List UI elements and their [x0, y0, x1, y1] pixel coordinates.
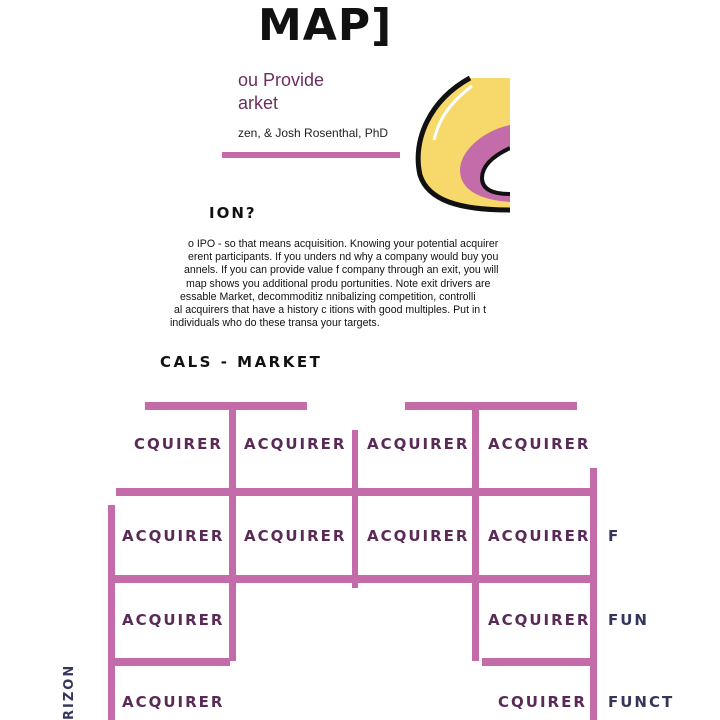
- grid-top-border: [405, 402, 577, 410]
- acquirer-cell: ACQUIRER: [488, 611, 591, 629]
- acquirer-cell: ACQUIRER: [488, 435, 591, 453]
- authors: zen, & Josh Rosenthal, PhD: [238, 126, 389, 140]
- grid-divider: [472, 410, 479, 492]
- intro-line: individuals who do these transa your targets.: [170, 317, 380, 330]
- grid-divider: [229, 410, 236, 492]
- accent-divider: [222, 152, 400, 158]
- grid-top-border: [145, 402, 307, 410]
- intro-line: essable Market, decommoditiz nnibalizing competition, controlli: [180, 290, 476, 303]
- acquirer-cell: ACQUIRER: [367, 435, 470, 453]
- intro-line: al acquirers that have a history c itions with good multiples. Put in t: [174, 304, 487, 317]
- acquirer-cell: CQUIRER: [134, 435, 223, 453]
- acquirer-cell: ACQUIRER: [122, 693, 225, 711]
- grid-right-border: [590, 468, 597, 720]
- vertical-axis-label-text: RIZON: [62, 663, 77, 720]
- acquirer-cell: ACQUIRER: [122, 611, 225, 629]
- grid-row-border: [116, 488, 596, 496]
- grid-row-border: [108, 575, 596, 583]
- function-label: FUNCT: [608, 693, 675, 711]
- grid-divider: [229, 583, 236, 661]
- subtitle-line-1: ou Provide: [238, 70, 325, 90]
- acquirer-cell: ACQUIRER: [244, 435, 347, 453]
- acquirer-cell: ACQUIRER: [488, 527, 591, 545]
- acquirer-cell: ACQUIRER: [244, 527, 347, 545]
- intro-paragraph: [168, 238, 560, 330]
- grid-row-border: [482, 658, 596, 666]
- acquirer-cell: ACQUIRER: [367, 527, 470, 545]
- grid-divider: [472, 496, 479, 580]
- grid-divider: [229, 496, 236, 580]
- section-question-heading: ION?: [209, 204, 257, 222]
- intro-line: o IPO - so that means acquisition. Knowing your potential acquirer: [188, 238, 499, 250]
- logo-icon: [410, 70, 520, 220]
- function-label: FUN: [608, 611, 649, 629]
- grid-divider: [352, 430, 358, 588]
- subtitle-line-2: arket: [238, 93, 279, 113]
- acquirer-cell: CQUIRER: [498, 693, 587, 711]
- intro-line: map shows you additional produ portunities. Note exit drivers are: [186, 277, 491, 290]
- grid-row-border: [108, 658, 230, 666]
- function-label: F: [608, 527, 621, 545]
- grid-left-border: [108, 505, 115, 720]
- intro-line: annels. If you can provide value f company through an exit, you will: [184, 264, 499, 277]
- acquirer-cell: ACQUIRER: [122, 527, 225, 545]
- intro-line: erent participants. If you unders nd why a company would buy you: [188, 251, 499, 264]
- vertical-axis-label: [62, 628, 82, 720]
- grid-divider: [472, 583, 479, 661]
- page-title: MAP]: [258, 0, 393, 51]
- grid-heading: CALS - MARKET: [160, 353, 323, 371]
